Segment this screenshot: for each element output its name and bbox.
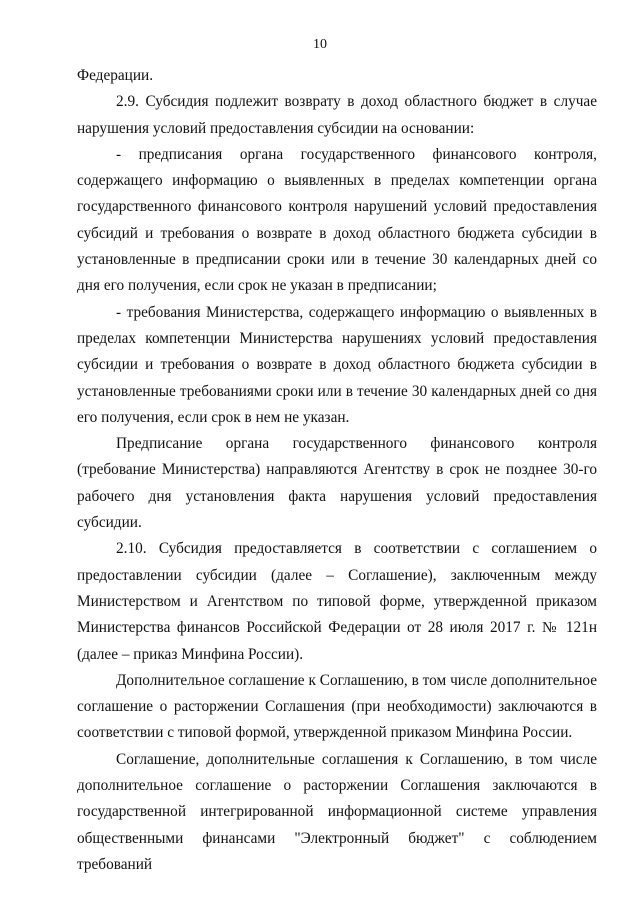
paragraph-additional-agreement: Дополнительное соглашение к Соглашению, в том числе дополнительное соглашение о расторжении Соглашения (при необходимости) заключаются в соответствии с типовой формой, утвержденной приказом Минфина России. (77, 671, 597, 742)
paragraph-electronic-budget: Соглашение, дополнительные соглашения к Соглашению, в том числе дополнительное соглашение о расторжении Соглашения заключаются в государственной интегрированной информационной системе управления общественными финансами "Электронный бюджет" с соблюдением требований (77, 750, 597, 873)
paragraph-2-9: 2.9. Субсидия подлежит возврату в доход областного бюджет в случае нарушения условий предоставления субсидии на основании: (77, 93, 597, 137)
paragraph-continuation: Федерации. (77, 67, 154, 84)
paragraph-prescription-deadline: Предписание органа государственного финансового контроля (требование Министерства) направляются Агентству в срок не позднее 30-го рабочего дня установления факта нарушения условий предоставления субсидии. (77, 435, 597, 532)
page-number: 10 (313, 37, 327, 52)
paragraph-list-item-ministry-requirement: - требования Министерства, содержащего информацию о выявленных в пределах компетенции Министерства нарушениях условий предоставления субсидии и требования о возврате в доход областного бюджета субсидии в установленные требованиями сроки или в течение 30 календарных дней со дня его получения, если срок в нем не указан. (77, 303, 597, 426)
paragraph-list-item-prescription: - предписания органа государственного финансового контроля, содержащего информацию о выявленных в пределах компетенции органа государственного финансового контроля нарушений условий предоставления субсидий и требования о возврате в доход областного бюджета субсидии в установленные в предписании сроки или в течение 30 календарных дней со дня его получения, если срок не указан в предписании; (77, 145, 597, 295)
paragraph-2-10: 2.10. Субсидия предоставляется в соответствии с соглашением о предоставлении субсидии (далее – Соглашение), заключенным между Министерством и Агентством по типовой форме, утвержденной приказом Министерства финансов Российской Федерации от 28 июля 2017 г. № 121н (далее – приказ Минфина России). (77, 540, 597, 663)
document-body (77, 63, 597, 878)
